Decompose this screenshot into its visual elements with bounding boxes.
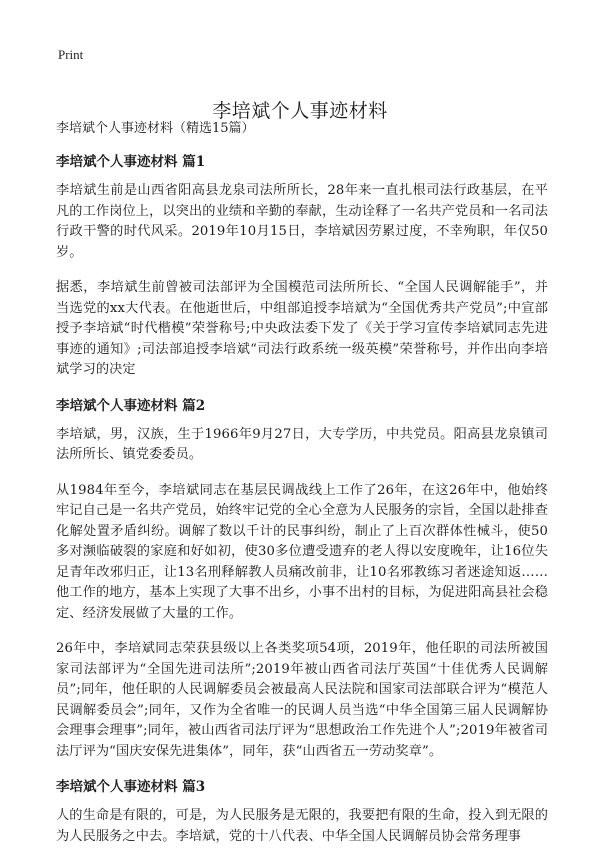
section-1 [56, 152, 548, 381]
section-heading: 李培斌个人事迹材料 篇2 [56, 397, 206, 414]
document-subtitle: 李培斌个人事迹材料（精选15篇） [56, 121, 255, 136]
paragraph: 从1984年至今，李培斌同志在基层民调战线上工作了26年，在这26年中，他始终牢记自己是一名共产党员，始终牢记党的全心全意为人民服务的宗旨，全国以赴排查化解处置矛盾纠纷。调解了数以千计的民事纠纷，制止了上百次群体性械斗，使50多对濒临破裂的家庭和好如初，使30多位遭受遗弃的老人得以安度晚年，让16位失足青年改邪归正，让13名刑释解教人员痛改前非，让10名邪教练习者迷途知返……他工作的地方，基本上实现了大事不出乡，小事不出村的目标，为促进阳高县社会稳定、经济发展做了大量的工作。 [56, 482, 548, 621]
paragraph: 李培斌，男，汉族，生于1966年9月27日，大专学历，中共党员。阳高县龙泉镇司法所所长、镇党委委员。 [56, 426, 548, 462]
section-heading: 李培斌个人事迹材料 篇1 [56, 154, 206, 170]
document-title: 李培斌个人事迹材料 [212, 99, 388, 122]
document-body [56, 119, 548, 862]
print-link[interactable]: Print [58, 47, 84, 62]
paragraph: 人的生命是有限的，可是，为人民服务是无限的，我要把有限的生命，投入到无限的为人民服务之中去。李培斌，党的十八代表、中华全国人民调解员协会常务理事 [56, 808, 548, 844]
section-heading: 李培斌个人事迹材料 篇3 [56, 779, 206, 795]
paragraph: 26年中，李培斌同志荣获县级以上各类奖项54项，2019年，他任职的司法所被国家司法部评为“全国先进司法所”;2019年被山西省司法厅英国“十佳优秀人民调解员”;同年，他任职的人民调解委员会被最高人民法院和国家司法部联合评为“模范人民调解委员会”;同年，又作为全省唯一的民调人员当选“中华全国第三届人民调解协会理事会理事”;同年，被山西省司法厅评为“思想政治工作先进个人”;2019年被省司法厅评为“国庆安保先进集体”，同年，获“山西省五一劳动奖章”。 [56, 641, 548, 759]
section-3 [56, 777, 548, 847]
paragraph: 李培斌生前是山西省阳高县龙泉司法所所长，28年来一直扎根司法行政基层，在平凡的工作岗位上，以突出的业绩和辛勤的奉献，生动诠释了一名共产党员和一名司法行政干警的时代风采。2019年10月15日，李培斌因劳累过度，不幸殉职，年仅50岁。 [56, 183, 548, 260]
section-2 [56, 396, 548, 763]
paragraph: 据悉，李培斌生前曾被司法部评为全国模范司法所所长、“全国人民调解能手”，并当选党的xx大代表。在他逝世后，中组部追授李培斌为“全国优秀共产党员”;中宣部授予李培斌“时代楷模”荣誉称号;中央政法委下发了《关于学习宣传李培斌同志先进事迹的通知》;司法部追授李培斌“司法行政系统一级英模”荣誉称号，并作出向李培斌学习的决定 [56, 280, 548, 377]
